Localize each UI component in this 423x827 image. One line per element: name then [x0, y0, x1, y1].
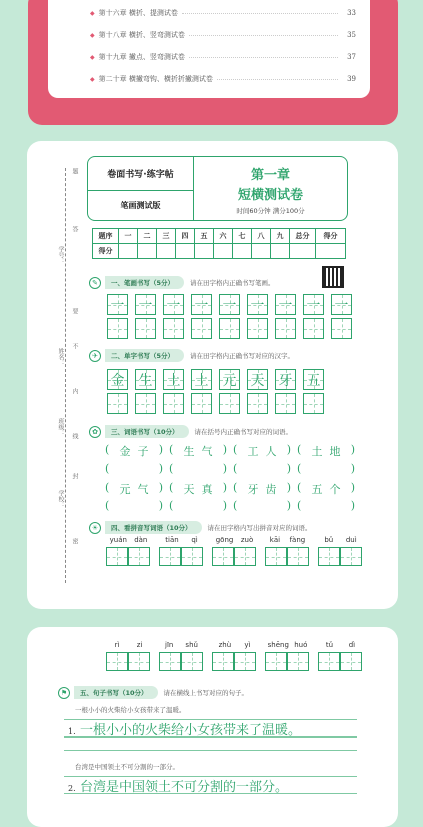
score-cell[interactable] [138, 244, 157, 259]
word-bracket[interactable] [105, 499, 163, 512]
stroke-blank-row [107, 318, 352, 339]
cell-char: 一 [138, 297, 153, 314]
word-chars [308, 499, 344, 512]
open-paren: ( [169, 443, 174, 456]
word-char: 五 [311, 483, 323, 496]
tianzi-cell[interactable] [135, 369, 156, 390]
tianzi-cell[interactable] [247, 393, 268, 414]
exam-meta: 时间60分钟 满分100分 [236, 207, 305, 215]
tianzi-cell[interactable] [212, 652, 234, 671]
close-paren: ) [350, 443, 355, 456]
side-label: 要 [71, 308, 78, 314]
close-paren: ) [350, 499, 355, 512]
pinyin-syllable: zi [136, 641, 143, 649]
score-cell[interactable] [214, 244, 233, 259]
pinyin-boxes [212, 547, 257, 566]
pinyin-row-2 [106, 641, 363, 671]
pinyin-text [212, 641, 257, 652]
tianzi-cell[interactable] [163, 369, 184, 390]
word-row-blank-2 [105, 499, 355, 512]
tianzi-cell[interactable] [275, 318, 296, 339]
pinyin-syllable: yuán [109, 536, 127, 544]
tianzi-cell[interactable] [107, 369, 128, 390]
pinyin-text [212, 536, 257, 547]
close-paren: ) [286, 462, 291, 475]
pinyin-syllable: fàng [289, 536, 306, 544]
tianzi-cell[interactable] [303, 294, 324, 315]
score-header-cell: 题序 [93, 229, 119, 244]
toc-label: 第十八章 横折、竖弯测试卷 [98, 31, 185, 39]
pinyin-syllable: tǔ [325, 641, 334, 649]
tianzi-cell[interactable] [275, 393, 296, 414]
score-cell[interactable] [119, 244, 138, 259]
table-of-contents [48, 0, 370, 98]
word-bracket[interactable] [169, 443, 227, 459]
tianzi-cell[interactable] [212, 547, 234, 566]
word-char: 生 [183, 445, 195, 458]
word-bracket[interactable] [233, 462, 291, 475]
score-row-label: 得分 [93, 244, 119, 259]
pinyin-syllable: zhù [218, 641, 232, 649]
word-char: 个 [329, 483, 341, 496]
pinyin-syllable: duì [345, 536, 357, 544]
open-paren: ( [297, 443, 302, 456]
toc-leader [217, 79, 338, 80]
word-bracket[interactable] [297, 481, 355, 497]
toc-item [90, 24, 356, 46]
score-header-cell: 八 [252, 229, 271, 244]
word-chars [308, 462, 344, 475]
word-char: 齿 [265, 483, 277, 496]
tianzi-cell[interactable] [128, 652, 150, 671]
score-header-cell: 三 [157, 229, 176, 244]
open-paren: ( [105, 481, 110, 494]
section-3-heading: ✿ 三、词语书写（10分） 请在括号内正确书写对应的词语。 [89, 425, 292, 438]
pinyin-word [106, 641, 151, 671]
tianzi-cell[interactable] [331, 294, 352, 315]
side-label: 学号： [57, 246, 64, 264]
pinyin-syllable: shēng [267, 641, 289, 649]
word-row-2 [105, 481, 355, 497]
tianzi-cell[interactable] [159, 547, 181, 566]
tianzi-cell[interactable] [247, 369, 268, 390]
pinyin-text [265, 641, 310, 652]
tianzi-cell[interactable] [287, 547, 309, 566]
toc-label: 第十九章 撇点、竖弯测试卷 [98, 53, 185, 61]
pinyin-boxes [265, 652, 310, 671]
pinyin-boxes [106, 652, 151, 671]
pinyin-text [265, 536, 310, 547]
cell-char: 一 [166, 297, 181, 314]
side-label: 线 [71, 433, 78, 439]
pinyin-word [159, 536, 204, 566]
word-row-blank-1 [105, 462, 355, 475]
cell-char: 天 [250, 372, 265, 389]
word-bracket[interactable] [297, 443, 355, 459]
score-header-cell: 四 [176, 229, 195, 244]
cell-char: 元 [222, 372, 237, 389]
tianzi-cell[interactable] [107, 294, 128, 315]
bullet-icon: ◆ [90, 31, 95, 39]
score-cell[interactable] [316, 244, 346, 259]
pinyin-syllable: shǔ [185, 641, 198, 649]
pinyin-text [159, 641, 204, 652]
word-bracket[interactable] [105, 481, 163, 497]
toc-page: 39 [347, 75, 356, 83]
score-header-cell: 七 [233, 229, 252, 244]
word-chars [116, 481, 152, 497]
tianzi-cell[interactable] [163, 393, 184, 414]
tianzi-cell[interactable] [163, 294, 184, 315]
pinyin-syllable: yì [244, 641, 251, 649]
side-label: 班级： [57, 418, 64, 436]
pinyin-word [265, 641, 310, 671]
tianzi-cell[interactable] [106, 547, 128, 566]
word-chars [116, 462, 152, 475]
word-chars [116, 443, 152, 459]
pinyin-word [159, 641, 204, 671]
pinyin-text [318, 536, 363, 547]
toc-leader [182, 13, 338, 14]
word-bracket[interactable] [169, 481, 227, 497]
score-cell[interactable] [252, 244, 271, 259]
word-char: 天 [183, 483, 195, 496]
close-paren: ) [158, 499, 163, 512]
tianzi-cell[interactable] [331, 318, 352, 339]
pinyin-syllable: huó [294, 641, 308, 649]
sentence-prompt-1: 一根小小的火柴给小女孩带来了温暖。 [75, 706, 186, 714]
word-bracket[interactable] [169, 462, 227, 475]
pinyin-boxes [159, 652, 204, 671]
pinyin-syllable: kāi [269, 536, 281, 544]
word-bracket[interactable] [105, 462, 163, 475]
tianzi-cell[interactable] [247, 294, 268, 315]
tianzi-cell[interactable] [107, 393, 128, 414]
open-paren: ( [297, 462, 302, 475]
side-label: 学校： [57, 490, 64, 508]
tianzi-cell[interactable] [219, 393, 240, 414]
word-char: 子 [137, 445, 149, 458]
cell-char: 金 [110, 372, 125, 389]
score-header-cell: 一 [119, 229, 138, 244]
close-paren: ) [222, 481, 227, 494]
sentence-blank-1[interactable] [64, 737, 357, 751]
word-bracket[interactable] [233, 443, 291, 459]
close-paren: ) [350, 481, 355, 494]
toc-page: 35 [347, 31, 356, 39]
pinyin-word [212, 641, 257, 671]
section-1-heading: ✎ 一、笔画书写（5分） 请在田字格内正确书写笔画。 [89, 276, 275, 289]
word-bracket[interactable] [105, 443, 163, 459]
score-cell[interactable] [290, 244, 316, 259]
toc-label: 第十六章 横折、提测试卷 [98, 9, 178, 17]
pinyin-syllable: rì [114, 641, 120, 649]
section-4-heading: ☀ 四、看拼音写词语（10分） 请在田字格内写出拼音对应的词语。 [89, 521, 312, 534]
single-char-blank-row [107, 393, 324, 414]
word-chars [180, 443, 216, 459]
section-5-heading: ⚑ 五、句子书写（10分） 请在横线上书写对应的句子。 [58, 686, 248, 699]
pinyin-syllable: dì [348, 641, 356, 649]
pinyin-text [318, 641, 363, 652]
side-label: 不 [71, 343, 78, 349]
cell-char: 五 [306, 372, 321, 389]
tianzi-cell[interactable] [275, 294, 296, 315]
close-paren: ) [158, 481, 163, 494]
tianzi-cell[interactable] [318, 547, 340, 566]
word-chars [244, 462, 280, 475]
tianzi-cell[interactable] [234, 547, 256, 566]
cell-char: 一 [110, 297, 125, 314]
cell-char: 一 [250, 297, 265, 314]
tianzi-cell[interactable] [191, 294, 212, 315]
open-paren: ( [233, 481, 238, 494]
cell-char: 一 [334, 297, 349, 314]
open-paren: ( [233, 499, 238, 512]
pinyin-word [318, 641, 363, 671]
score-table [92, 228, 346, 259]
word-chars [180, 499, 216, 512]
toc-page: 33 [347, 9, 356, 17]
header-edition: 笔画测试版 [120, 201, 161, 210]
pinyin-word [212, 536, 257, 566]
close-paren: ) [286, 499, 291, 512]
word-char: 土 [311, 445, 323, 458]
cell-char: 土 [166, 372, 181, 389]
pinyin-syllable: zuò [240, 536, 254, 544]
score-cell[interactable] [176, 244, 195, 259]
tianzi-cell[interactable] [265, 547, 287, 566]
score-header-cell: 六 [214, 229, 233, 244]
toc-label: 第二十章 横撇弯钩、横折折撇测试卷 [98, 75, 213, 83]
word-char: 真 [201, 483, 213, 496]
close-paren: ) [286, 443, 291, 456]
word-chars [244, 443, 280, 459]
word-chars [180, 481, 216, 497]
tianzi-cell[interactable] [318, 652, 340, 671]
stroke-practice-row [107, 294, 352, 315]
open-paren: ( [169, 462, 174, 475]
pinyin-boxes [212, 652, 257, 671]
close-paren: ) [286, 481, 291, 494]
toc-item [90, 68, 356, 90]
side-label: 答 [71, 226, 78, 232]
side-label: 姓名： [57, 348, 64, 366]
word-bracket[interactable] [169, 499, 227, 512]
tianzi-cell[interactable] [191, 318, 212, 339]
score-header-cell: 九 [271, 229, 290, 244]
binding-margin [34, 168, 78, 583]
tianzi-cell[interactable] [135, 294, 156, 315]
pinyin-syllable: tiān [165, 536, 179, 544]
tianzi-cell[interactable] [340, 547, 362, 566]
word-char: 气 [201, 445, 213, 458]
open-paren: ( [297, 499, 302, 512]
tianzi-cell[interactable] [107, 318, 128, 339]
cell-char: 一 [194, 297, 209, 314]
tianzi-cell[interactable] [219, 294, 240, 315]
score-cell[interactable] [271, 244, 290, 259]
pinyin-boxes [318, 547, 363, 566]
score-header-cell: 二 [138, 229, 157, 244]
tianzi-cell[interactable] [234, 652, 256, 671]
pinyin-text [106, 641, 151, 652]
tianzi-cell[interactable] [275, 369, 296, 390]
toc-item [90, 46, 356, 68]
pinyin-syllable: jīn [165, 641, 174, 649]
word-row-1 [105, 443, 355, 459]
cell-char: 牙 [278, 372, 293, 389]
bullet-icon: ◆ [90, 53, 95, 61]
tianzi-cell[interactable] [303, 369, 324, 390]
score-header-cell: 五 [195, 229, 214, 244]
close-paren: ) [158, 443, 163, 456]
pinyin-boxes [265, 547, 310, 566]
open-paren: ( [105, 462, 110, 475]
bulb-icon: ☀ [89, 522, 101, 534]
pinyin-syllable: bǔ [324, 536, 334, 544]
open-paren: ( [169, 499, 174, 512]
tianzi-cell[interactable] [303, 318, 324, 339]
pinyin-word [265, 536, 310, 566]
word-chars [180, 462, 216, 475]
word-bracket[interactable] [233, 481, 291, 497]
word-char: 地 [329, 445, 341, 458]
score-cell[interactable] [157, 244, 176, 259]
tianzi-cell[interactable] [135, 393, 156, 414]
tianzi-cell[interactable] [247, 318, 268, 339]
cell-char: 土 [194, 372, 209, 389]
close-paren: ) [350, 462, 355, 475]
apple-icon: ✿ [89, 426, 101, 438]
pinyin-boxes [159, 547, 204, 566]
score-header-cell: 得分 [316, 229, 346, 244]
pinyin-syllable: gōng [215, 536, 234, 544]
tianzi-cell[interactable] [106, 652, 128, 671]
pinyin-boxes [106, 547, 151, 566]
pinyin-text [159, 536, 204, 547]
paper-header [87, 156, 348, 221]
tianzi-cell[interactable] [128, 547, 150, 566]
open-paren: ( [169, 481, 174, 494]
trophy-icon: ⚑ [58, 687, 70, 699]
page-title: 短横测试卷 [237, 188, 303, 203]
header-series: 卷面书写·练字帖 [88, 157, 193, 191]
word-chars [244, 499, 280, 512]
cell-char: 生 [138, 372, 153, 389]
tianzi-cell[interactable] [135, 318, 156, 339]
word-chars [116, 499, 152, 512]
section-2-heading: ✈ 二、单字书写（5分） 请在田字格内正确书写对应的汉字。 [89, 349, 294, 362]
close-paren: ) [222, 443, 227, 456]
word-bracket[interactable] [297, 499, 355, 512]
sentence-line-2: 2. 台湾是中国领土不可分割的一部分。 [64, 776, 357, 794]
tianzi-cell[interactable] [287, 652, 309, 671]
tianzi-cell[interactable] [219, 369, 240, 390]
toc-leader [189, 57, 338, 58]
tianzi-cell[interactable] [265, 652, 287, 671]
word-char: 气 [137, 483, 149, 496]
open-paren: ( [297, 481, 302, 494]
word-bracket[interactable] [297, 462, 355, 475]
sentence-prompt-2: 台湾是中国领土不可分割的一部分。 [75, 763, 179, 771]
bullet-icon: ◆ [90, 75, 95, 83]
word-char: 工 [247, 445, 259, 458]
close-paren: ) [222, 462, 227, 475]
open-paren: ( [105, 443, 110, 456]
pinyin-syllable: qì [191, 536, 198, 544]
tianzi-cell[interactable] [181, 652, 203, 671]
word-char: 金 [119, 445, 131, 458]
word-chars [244, 481, 280, 497]
toc-item [90, 2, 356, 24]
pinyin-word [106, 536, 151, 566]
close-paren: ) [222, 499, 227, 512]
tianzi-cell[interactable] [191, 369, 212, 390]
bullet-icon: ◆ [90, 9, 95, 17]
word-chars [308, 443, 344, 459]
tianzi-cell[interactable] [219, 318, 240, 339]
cell-char: 一 [222, 297, 237, 314]
single-char-row [107, 369, 324, 390]
sentence-line-1: 1. 一根小小的火柴给小女孩带来了温暖。 [64, 719, 357, 737]
tianzi-cell[interactable] [191, 393, 212, 414]
tianzi-cell[interactable] [340, 652, 362, 671]
pinyin-row-1 [106, 536, 363, 566]
word-char: 牙 [247, 483, 259, 496]
cell-char: 一 [306, 297, 321, 314]
word-bracket[interactable] [233, 499, 291, 512]
tianzi-cell[interactable] [303, 393, 324, 414]
open-paren: ( [233, 443, 238, 456]
toc-page: 37 [347, 53, 356, 61]
score-header-cell: 总分 [290, 229, 316, 244]
pen-icon: ✎ [89, 277, 101, 289]
tianzi-cell[interactable] [181, 547, 203, 566]
rocket-icon: ✈ [89, 350, 101, 362]
word-char: 元 [119, 483, 131, 496]
open-paren: ( [105, 499, 110, 512]
tianzi-cell[interactable] [159, 652, 181, 671]
open-paren: ( [233, 462, 238, 475]
pinyin-syllable: dàn [134, 536, 148, 544]
side-label: 题 [71, 168, 78, 174]
close-paren: ) [158, 462, 163, 475]
score-cell[interactable] [233, 244, 252, 259]
side-label: 封 [71, 473, 78, 479]
word-chars [308, 481, 344, 497]
side-label: 密 [71, 538, 78, 544]
pinyin-word [318, 536, 363, 566]
score-cell[interactable] [195, 244, 214, 259]
word-char: 人 [265, 445, 277, 458]
cell-char: 一 [278, 297, 293, 314]
qr-code [322, 266, 344, 288]
pinyin-text [106, 536, 151, 547]
side-label: 内 [71, 388, 78, 394]
tianzi-cell[interactable] [163, 318, 184, 339]
toc-leader [189, 35, 338, 36]
chapter-label: 第一章 [250, 168, 290, 183]
pinyin-boxes [318, 652, 363, 671]
